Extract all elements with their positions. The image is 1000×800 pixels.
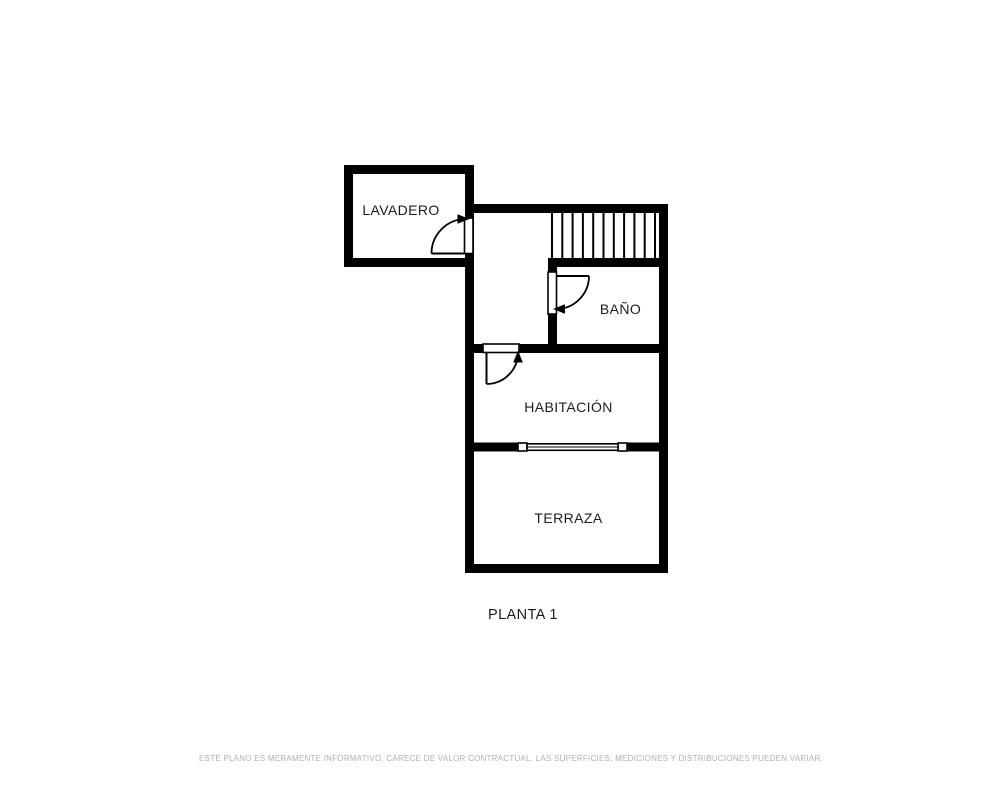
room-label-bano: BAÑO xyxy=(599,301,642,317)
walls xyxy=(349,170,664,569)
disclaimer: ESTE PLANO ES MERAMENTE INFORMATIVO, CARECE DE VALOR CONTRACTUAL. LAS SUPERFICIES, MEDICIONES Y DISTRIBUCIONES PUEDEN VARIAR. xyxy=(199,754,823,763)
terrace-window-icon xyxy=(518,443,627,451)
room-label-habitacion: HABITACIÓN xyxy=(524,399,613,415)
floor-title: PLANTA 1 xyxy=(488,607,558,623)
room-label-lavadero: LAVADERO xyxy=(362,202,440,218)
room-label-terraza: TERRAZA xyxy=(534,510,603,526)
